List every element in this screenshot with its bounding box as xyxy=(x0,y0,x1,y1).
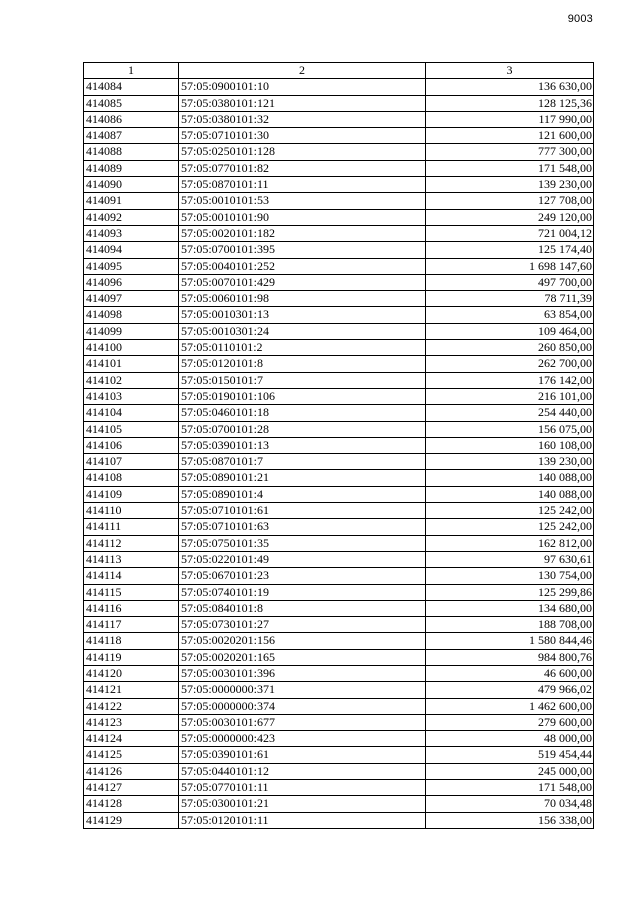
value-cell: 171 548,00 xyxy=(426,160,594,176)
cadastral-number-cell: 57:05:0010101:90 xyxy=(179,209,426,225)
table-row xyxy=(84,535,594,551)
value-cell: 121 600,00 xyxy=(426,128,594,144)
table-row xyxy=(84,617,594,633)
row-number-cell: 414107 xyxy=(84,454,179,470)
row-number-cell: 414105 xyxy=(84,421,179,437)
row-number-cell: 414089 xyxy=(84,160,179,176)
row-number-cell: 414090 xyxy=(84,177,179,193)
table-row xyxy=(84,454,594,470)
row-number-cell: 414106 xyxy=(84,437,179,453)
cadastral-number-cell: 57:05:0120101:11 xyxy=(179,812,426,828)
value-cell: 97 630,61 xyxy=(426,551,594,567)
row-number-cell: 414108 xyxy=(84,470,179,486)
cadastral-number-cell: 57:05:0220101:49 xyxy=(179,551,426,567)
cadastral-number-cell: 57:05:0770101:11 xyxy=(179,780,426,796)
row-number-cell: 414109 xyxy=(84,486,179,502)
row-number-cell: 414127 xyxy=(84,780,179,796)
row-number-cell: 414129 xyxy=(84,812,179,828)
table-row xyxy=(84,323,594,339)
value-cell: 497 700,00 xyxy=(426,274,594,290)
row-number-cell: 414120 xyxy=(84,665,179,681)
cadastral-number-cell: 57:05:0840101:8 xyxy=(179,600,426,616)
cadastral-number-cell: 57:05:0390101:61 xyxy=(179,747,426,763)
value-cell: 46 600,00 xyxy=(426,665,594,681)
cadastral-number-cell: 57:05:0440101:12 xyxy=(179,763,426,779)
value-cell: 479 966,02 xyxy=(426,682,594,698)
cadastral-number-cell: 57:05:0730101:27 xyxy=(179,617,426,633)
cadastral-number-cell: 57:05:0150101:7 xyxy=(179,372,426,388)
cadastral-number-cell: 57:05:0000000:371 xyxy=(179,682,426,698)
value-cell: 254 440,00 xyxy=(426,405,594,421)
value-cell: 128 125,36 xyxy=(426,95,594,111)
row-number-cell: 414128 xyxy=(84,796,179,812)
row-number-cell: 414100 xyxy=(84,340,179,356)
table-row xyxy=(84,388,594,404)
value-cell: 140 088,00 xyxy=(426,486,594,502)
value-cell: 262 700,00 xyxy=(426,356,594,372)
value-cell: 176 142,00 xyxy=(426,372,594,388)
value-cell: 245 000,00 xyxy=(426,763,594,779)
row-number-cell: 414125 xyxy=(84,747,179,763)
value-cell: 109 464,00 xyxy=(426,323,594,339)
value-cell: 1 698 147,60 xyxy=(426,258,594,274)
cadastral-number-cell: 57:05:0010301:24 xyxy=(179,323,426,339)
cadastral-number-cell: 57:05:0900101:10 xyxy=(179,79,426,95)
table-row xyxy=(84,144,594,160)
row-number-cell: 414093 xyxy=(84,225,179,241)
table-row xyxy=(84,584,594,600)
cadastral-number-cell: 57:05:0040101:252 xyxy=(179,258,426,274)
cadastral-number-cell: 57:05:0700101:395 xyxy=(179,242,426,258)
cadastral-number-cell: 57:05:0890101:4 xyxy=(179,486,426,502)
column-header-3: 3 xyxy=(426,63,594,79)
cadastral-number-cell: 57:05:0020101:182 xyxy=(179,225,426,241)
value-cell: 721 004,12 xyxy=(426,225,594,241)
value-cell: 279 600,00 xyxy=(426,714,594,730)
cadastral-number-cell: 57:05:0710101:61 xyxy=(179,503,426,519)
cadastral-number-cell: 57:05:0070101:429 xyxy=(179,274,426,290)
value-cell: 171 548,00 xyxy=(426,780,594,796)
row-number-cell: 414126 xyxy=(84,763,179,779)
row-number-cell: 414122 xyxy=(84,698,179,714)
table-row xyxy=(84,470,594,486)
row-number-cell: 414123 xyxy=(84,714,179,730)
row-number-cell: 414119 xyxy=(84,649,179,665)
row-number-cell: 414085 xyxy=(84,95,179,111)
row-number-cell: 414118 xyxy=(84,633,179,649)
cadastral-number-cell: 57:05:0060101:98 xyxy=(179,291,426,307)
value-cell: 519 454,44 xyxy=(426,747,594,763)
row-number-cell: 414094 xyxy=(84,242,179,258)
value-cell: 125 299,86 xyxy=(426,584,594,600)
table-header-row xyxy=(84,63,594,79)
table-row xyxy=(84,503,594,519)
cadastral-number-cell: 57:05:0250101:128 xyxy=(179,144,426,160)
value-cell: 125 242,00 xyxy=(426,503,594,519)
table-row xyxy=(84,780,594,796)
cadastral-number-cell: 57:05:0380101:121 xyxy=(179,95,426,111)
table-row xyxy=(84,274,594,290)
cadastral-number-cell: 57:05:0710101:30 xyxy=(179,128,426,144)
table-row xyxy=(84,731,594,747)
cadastral-number-cell: 57:05:0190101:106 xyxy=(179,388,426,404)
registry-table xyxy=(83,62,594,829)
row-number-cell: 414091 xyxy=(84,193,179,209)
value-cell: 249 120,00 xyxy=(426,209,594,225)
row-number-cell: 414115 xyxy=(84,584,179,600)
table-row xyxy=(84,714,594,730)
row-number-cell: 414098 xyxy=(84,307,179,323)
value-cell: 130 754,00 xyxy=(426,568,594,584)
table-row xyxy=(84,356,594,372)
page-number: 9003 xyxy=(567,13,593,25)
table-row xyxy=(84,519,594,535)
cadastral-number-cell: 57:05:0750101:35 xyxy=(179,535,426,551)
cadastral-number-cell: 57:05:0020201:165 xyxy=(179,649,426,665)
table-row xyxy=(84,160,594,176)
row-number-cell: 414111 xyxy=(84,519,179,535)
cadastral-number-cell: 57:05:0710101:63 xyxy=(179,519,426,535)
row-number-cell: 414099 xyxy=(84,323,179,339)
cadastral-number-cell: 57:05:0870101:7 xyxy=(179,454,426,470)
column-header-2: 2 xyxy=(179,63,426,79)
table-row xyxy=(84,242,594,258)
value-cell: 156 338,00 xyxy=(426,812,594,828)
value-cell: 139 230,00 xyxy=(426,177,594,193)
cadastral-number-cell: 57:05:0110101:2 xyxy=(179,340,426,356)
cadastral-number-cell: 57:05:0460101:18 xyxy=(179,405,426,421)
table-body xyxy=(84,79,594,829)
value-cell: 156 075,00 xyxy=(426,421,594,437)
table-row xyxy=(84,665,594,681)
cadastral-number-cell: 57:05:0300101:21 xyxy=(179,796,426,812)
value-cell: 162 812,00 xyxy=(426,535,594,551)
value-cell: 70 034,48 xyxy=(426,796,594,812)
row-number-cell: 414113 xyxy=(84,551,179,567)
cadastral-number-cell: 57:05:0740101:19 xyxy=(179,584,426,600)
row-number-cell: 414104 xyxy=(84,405,179,421)
table-row xyxy=(84,649,594,665)
table-row xyxy=(84,747,594,763)
value-cell: 125 174,40 xyxy=(426,242,594,258)
value-cell: 117 990,00 xyxy=(426,111,594,127)
cadastral-number-cell: 57:05:0010301:13 xyxy=(179,307,426,323)
cadastral-number-cell: 57:05:0000000:423 xyxy=(179,731,426,747)
value-cell: 48 000,00 xyxy=(426,731,594,747)
row-number-cell: 414117 xyxy=(84,617,179,633)
cadastral-number-cell: 57:05:0670101:23 xyxy=(179,568,426,584)
row-number-cell: 414097 xyxy=(84,291,179,307)
cadastral-number-cell: 57:05:0020201:156 xyxy=(179,633,426,649)
value-cell: 216 101,00 xyxy=(426,388,594,404)
row-number-cell: 414121 xyxy=(84,682,179,698)
value-cell: 260 850,00 xyxy=(426,340,594,356)
row-number-cell: 414110 xyxy=(84,503,179,519)
value-cell: 140 088,00 xyxy=(426,470,594,486)
cadastral-number-cell: 57:05:0030101:396 xyxy=(179,665,426,681)
value-cell: 139 230,00 xyxy=(426,454,594,470)
cadastral-number-cell: 57:05:0890101:21 xyxy=(179,470,426,486)
value-cell: 188 708,00 xyxy=(426,617,594,633)
table-row xyxy=(84,633,594,649)
table-row xyxy=(84,812,594,828)
table-row xyxy=(84,796,594,812)
table-row xyxy=(84,95,594,111)
value-cell: 78 711,39 xyxy=(426,291,594,307)
row-number-cell: 414092 xyxy=(84,209,179,225)
value-cell: 125 242,00 xyxy=(426,519,594,535)
cadastral-number-cell: 57:05:0870101:11 xyxy=(179,177,426,193)
table-row xyxy=(84,405,594,421)
row-number-cell: 414088 xyxy=(84,144,179,160)
cadastral-number-cell: 57:05:0390101:13 xyxy=(179,437,426,453)
table-row xyxy=(84,763,594,779)
row-number-cell: 414095 xyxy=(84,258,179,274)
cadastral-number-cell: 57:05:0010101:53 xyxy=(179,193,426,209)
row-number-cell: 414084 xyxy=(84,79,179,95)
table-row xyxy=(84,437,594,453)
value-cell: 1 462 600,00 xyxy=(426,698,594,714)
row-number-cell: 414114 xyxy=(84,568,179,584)
table-row xyxy=(84,568,594,584)
value-cell: 127 708,00 xyxy=(426,193,594,209)
cadastral-number-cell: 57:05:0120101:8 xyxy=(179,356,426,372)
cadastral-number-cell: 57:05:0380101:32 xyxy=(179,111,426,127)
value-cell: 160 108,00 xyxy=(426,437,594,453)
table-row xyxy=(84,486,594,502)
value-cell: 134 680,00 xyxy=(426,600,594,616)
row-number-cell: 414102 xyxy=(84,372,179,388)
table-row xyxy=(84,372,594,388)
cadastral-number-cell: 57:05:0700101:28 xyxy=(179,421,426,437)
value-cell: 984 800,76 xyxy=(426,649,594,665)
row-number-cell: 414112 xyxy=(84,535,179,551)
cadastral-number-cell: 57:05:0030101:677 xyxy=(179,714,426,730)
row-number-cell: 414087 xyxy=(84,128,179,144)
table-row xyxy=(84,225,594,241)
value-cell: 777 300,00 xyxy=(426,144,594,160)
table-row xyxy=(84,258,594,274)
table-row xyxy=(84,209,594,225)
table-row xyxy=(84,111,594,127)
table-row xyxy=(84,193,594,209)
cadastral-number-cell: 57:05:0770101:82 xyxy=(179,160,426,176)
row-number-cell: 414086 xyxy=(84,111,179,127)
table-row xyxy=(84,177,594,193)
value-cell: 63 854,00 xyxy=(426,307,594,323)
table-row xyxy=(84,307,594,323)
column-header-1: 1 xyxy=(84,63,179,79)
row-number-cell: 414124 xyxy=(84,731,179,747)
cadastral-number-cell: 57:05:0000000:374 xyxy=(179,698,426,714)
table-row xyxy=(84,682,594,698)
table-row xyxy=(84,79,594,95)
table-row xyxy=(84,600,594,616)
table-row xyxy=(84,551,594,567)
value-cell: 1 580 844,46 xyxy=(426,633,594,649)
row-number-cell: 414101 xyxy=(84,356,179,372)
table-row xyxy=(84,291,594,307)
row-number-cell: 414096 xyxy=(84,274,179,290)
table-row xyxy=(84,128,594,144)
table-row xyxy=(84,340,594,356)
table-row xyxy=(84,421,594,437)
row-number-cell: 414116 xyxy=(84,600,179,616)
table-row xyxy=(84,698,594,714)
value-cell: 136 630,00 xyxy=(426,79,594,95)
row-number-cell: 414103 xyxy=(84,388,179,404)
